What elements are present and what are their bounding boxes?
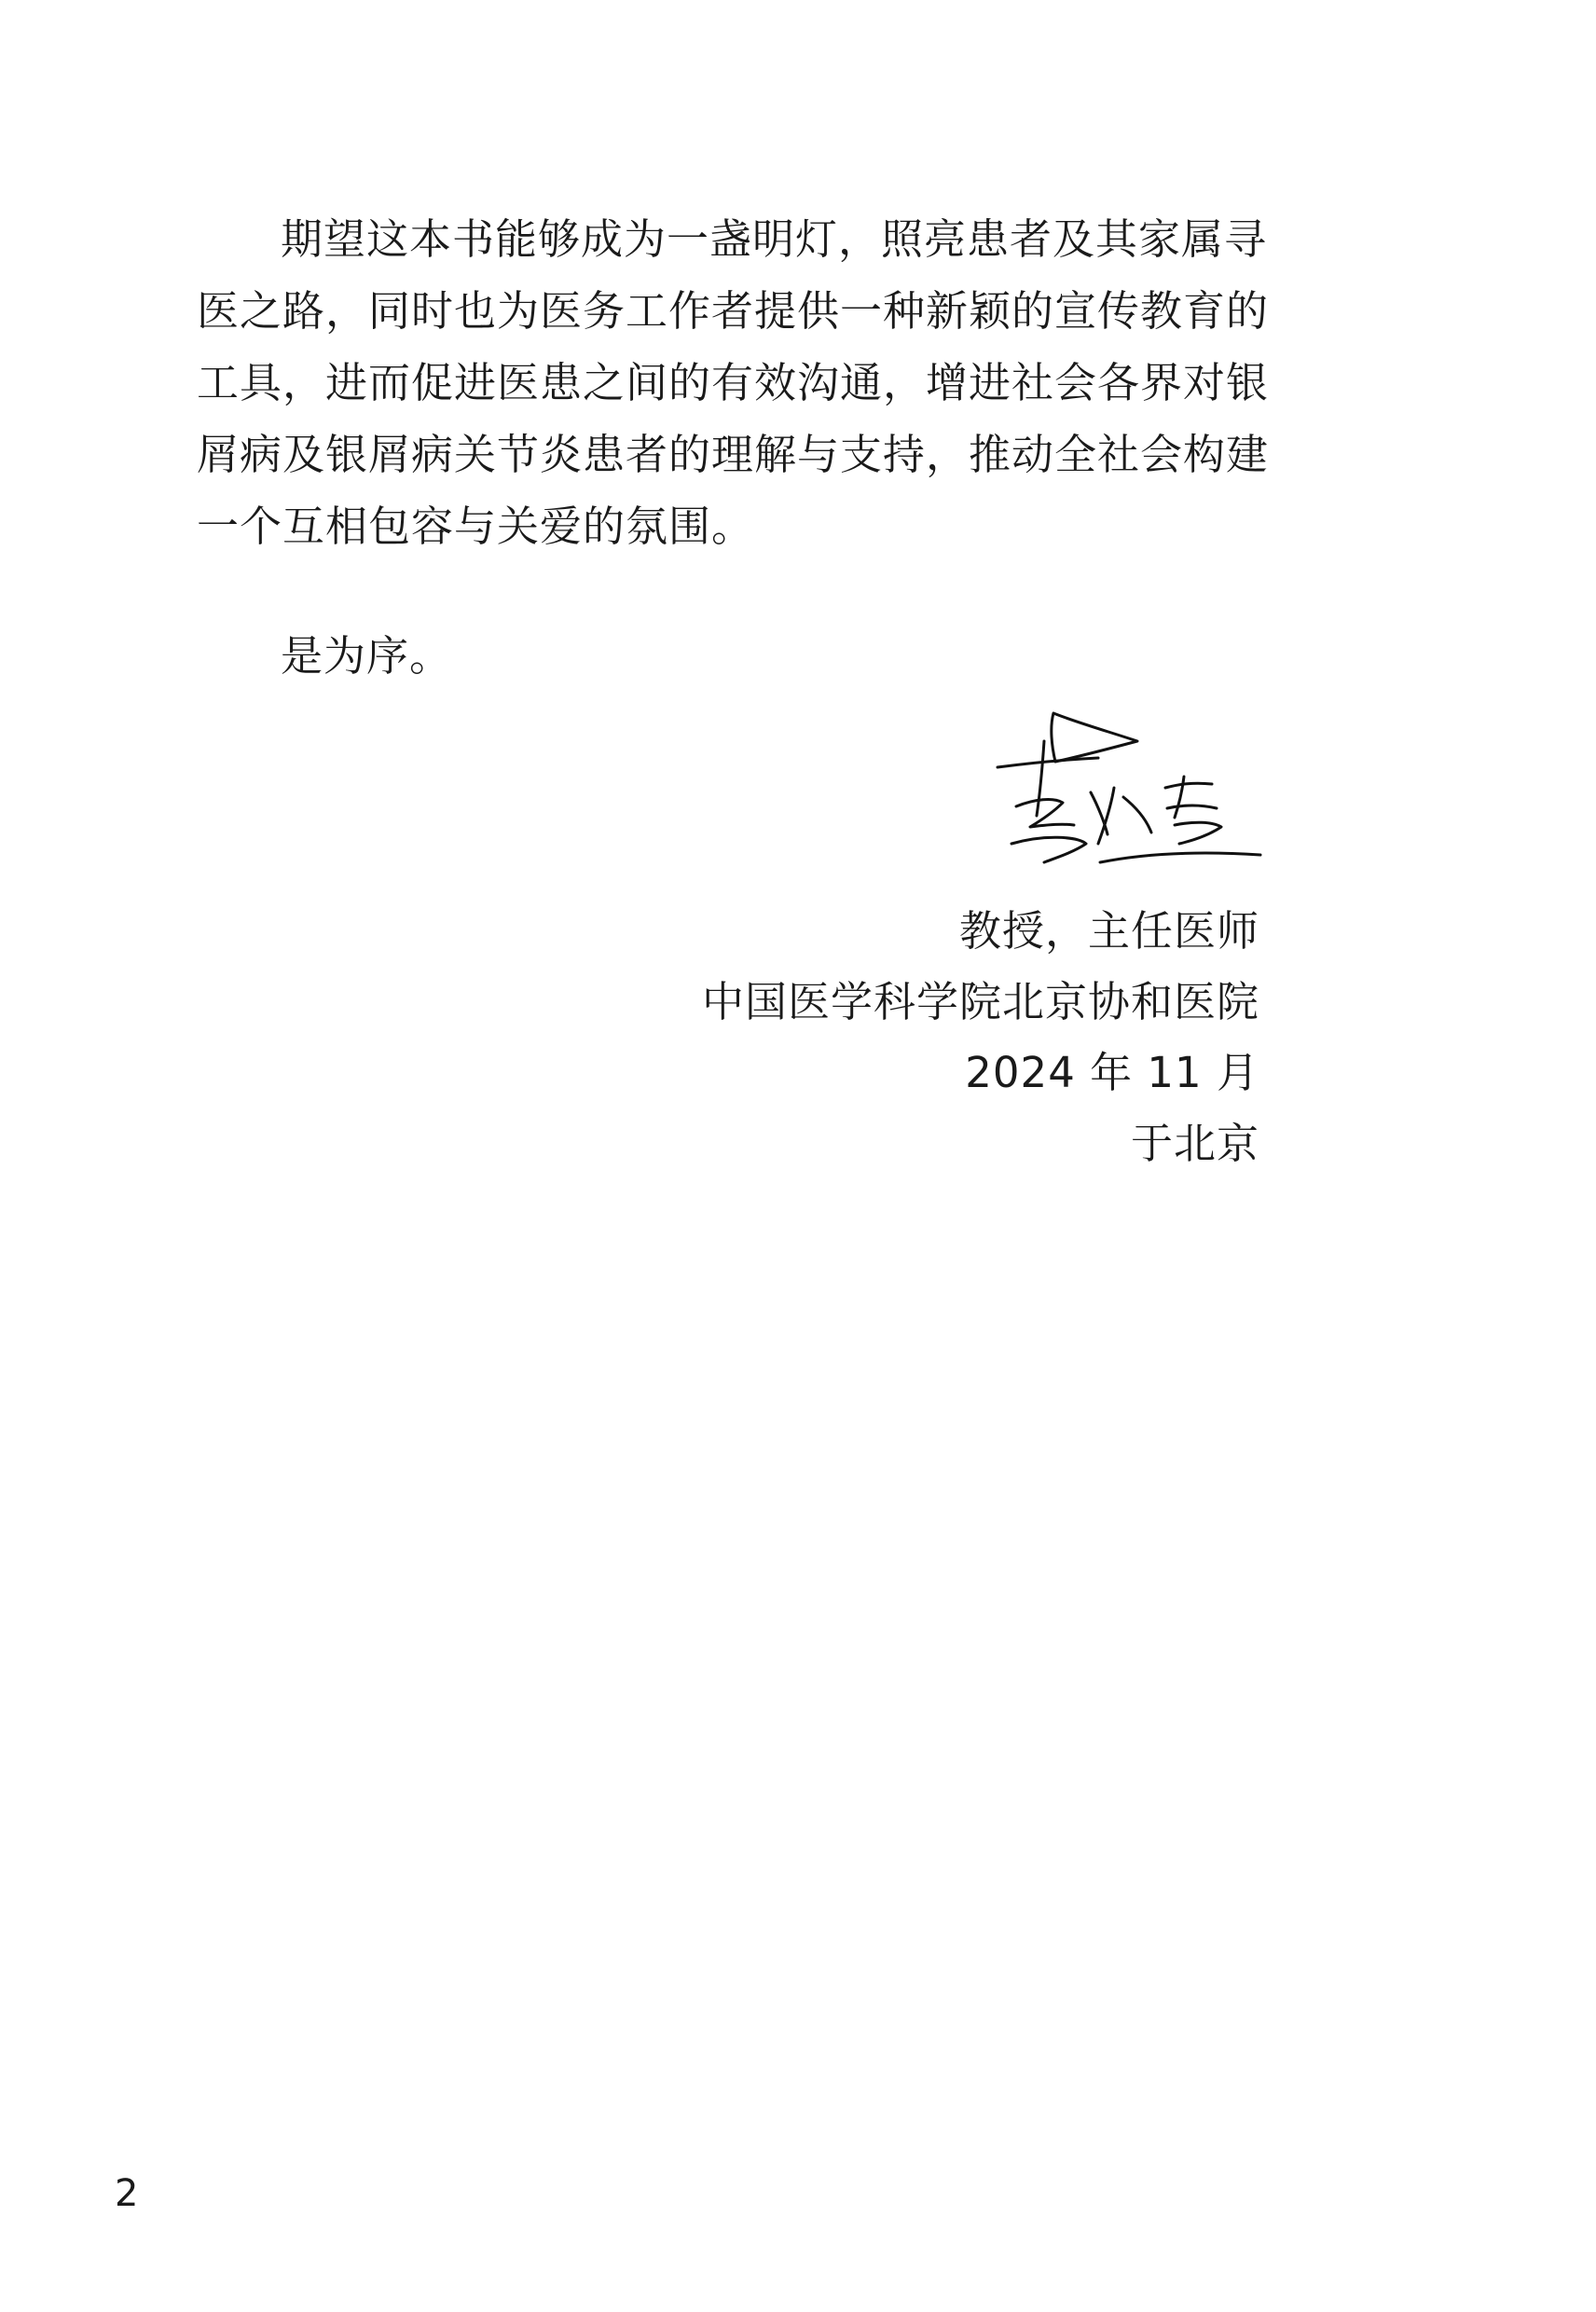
author-title: 教授，主任医师 <box>958 906 1259 956</box>
paragraph-line: 医之路，同时也为医务工作者提供一种新颖的宣传教育的 <box>197 286 1270 336</box>
author-institution: 中国医学科学院北京协和医院 <box>701 977 1259 1026</box>
paragraph-line: 工具，进而促进医患之间的有效沟通，增进社会各界对银 <box>197 358 1270 407</box>
signoff-block <box>607 895 1259 1178</box>
handwritten-signature <box>988 704 1268 876</box>
preface-paragraph <box>197 203 1270 562</box>
signoff-place: 于北京 <box>1130 1119 1259 1168</box>
paragraph-line: 屑病及银屑病关节炎患者的理解与支持，推动全社会构建 <box>197 430 1270 479</box>
page-number: 2 <box>115 2172 139 2215</box>
paragraph-line: 期望这本书能够成为一盏明灯，照亮患者及其家属寻 <box>281 214 1268 264</box>
signoff-date: 2024 年 11 月 <box>965 1048 1259 1097</box>
paragraph-line: 一个互相包容与关爱的氛围。 <box>197 502 755 551</box>
closing-remark: 是为序。 <box>281 631 453 681</box>
